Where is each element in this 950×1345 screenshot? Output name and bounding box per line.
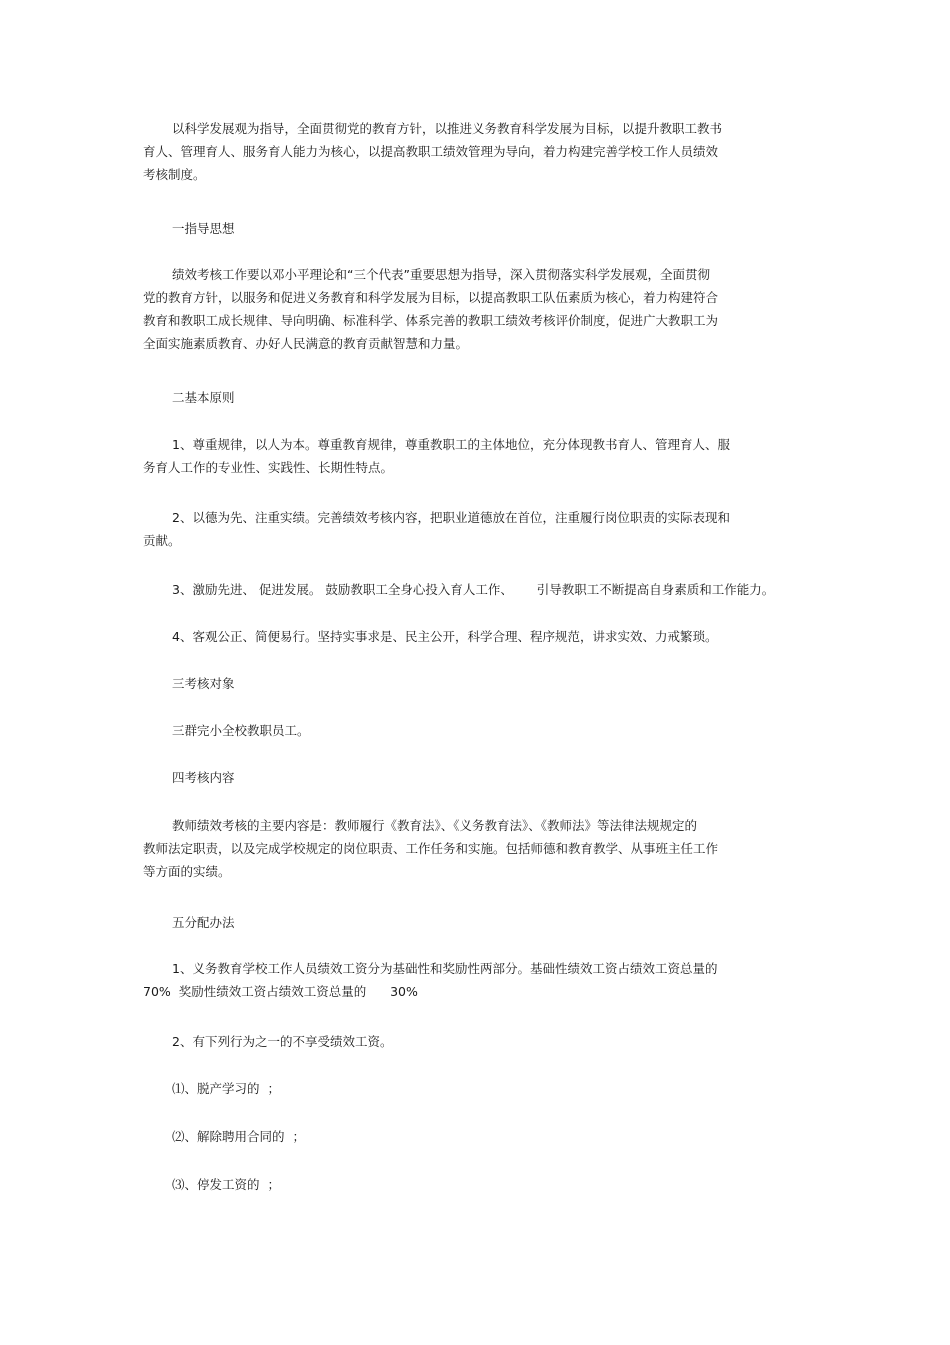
assessment-content-paragraph [143, 814, 793, 883]
text-line: ⑴、脱产学习的 ； [172, 1081, 280, 1096]
text-line: 贡献。 [143, 533, 181, 548]
section-heading-basic-principles [143, 386, 793, 409]
text-line: ⑵、解除聘用合同的 ； [172, 1129, 305, 1144]
text-line: 教师法定职责，以及完成学校规定的岗位职责、工作任务和实施。包括师德和教育教学、从事班主任工作 [143, 841, 719, 856]
list-item [143, 1173, 793, 1196]
text-line: 务育人工作的专业性、实践性、长期性特点。 [143, 460, 394, 475]
principle-1-paragraph [143, 433, 793, 479]
text-line: 1、尊重规律，以人为本。尊重教育规律，尊重教职工的主体地位，充分体现教书育人、管理育人、服 [172, 437, 730, 452]
heading-text: 二基本原则 [172, 390, 235, 405]
text-line: ⑶、停发工资的 ； [172, 1177, 280, 1192]
distribution-1-paragraph [143, 957, 793, 1003]
text-line: 全面实施素质教育、办好人民满意的教育贡献智慧和力量。 [143, 336, 469, 351]
heading-text: 四考核内容 [172, 770, 235, 785]
guiding-ideology-paragraph [143, 263, 793, 355]
text-line: 考核制度。 [143, 167, 206, 182]
text-line: 等方面的实绩。 [143, 864, 231, 879]
text-line: 党的教育方针，以服务和促进义务教育和科学发展为目标，以提高教职工队伍素质为核心，着力构建符合 [143, 290, 719, 305]
list-item [143, 1125, 793, 1148]
text-line: 三群完小全校教职员工。 [172, 723, 310, 738]
text-line: 绩效考核工作要以邓小平理论和“三个代表”重要思想为指导，深入贯彻落实科学发展观，全面贯彻 [172, 267, 710, 282]
text-line: 1、义务教育学校工作人员绩效工资分为基础性和奖励性两部分。基础性绩效工资占绩效工资总量的 [172, 961, 718, 976]
text-line: 教育和教职工成长规律、导向明确、标准科学、体系完善的教职工绩效考核评价制度，促进广大教职工为 [143, 313, 719, 328]
text-line: 70% 奖励性绩效工资占绩效工资总量的 30% [143, 984, 418, 999]
principle-3-paragraph [143, 578, 793, 601]
principle-4-paragraph [143, 625, 793, 648]
text-line: 2、以德为先、注重实绩。完善绩效考核内容，把职业道德放在首位，注重履行岗位职责的实际表现和 [172, 510, 730, 525]
section-heading-guiding-ideology [143, 217, 793, 240]
list-item [143, 1077, 793, 1100]
assessment-targets-paragraph [143, 719, 793, 742]
text-line: 3、激励先进、 促进发展。 鼓励教职工全身心投入育人工作、 引导教职工不断提高自身素质和工作能力。 [172, 582, 775, 597]
heading-text: 五分配办法 [172, 915, 235, 930]
text-line: 4、客观公正、简便易行。坚持实事求是、民主公开，科学合理、程序规范，讲求实效、力戒繁琐。 [172, 629, 718, 644]
text-line: 教师绩效考核的主要内容是：教师履行《教育法》、《义务教育法》、《教师法》等法律法规规定的 [172, 818, 698, 833]
principle-2-paragraph [143, 506, 793, 552]
text-line: 育人、管理育人、服务育人能力为核心，以提高教职工绩效管理为导向，着力构建完善学校工作人员绩效 [143, 144, 719, 159]
section-heading-assessment-content [143, 766, 793, 789]
section-heading-assessment-targets [143, 672, 793, 695]
intro-paragraph [143, 117, 793, 186]
text-line: 2、有下列行为之一的不享受绩效工资。 [172, 1034, 393, 1049]
section-heading-distribution-method [143, 911, 793, 934]
distribution-2-paragraph [143, 1030, 793, 1053]
heading-text: 三考核对象 [172, 676, 235, 691]
heading-text: 一指导思想 [172, 221, 235, 236]
text-line: 以科学发展观为指导，全面贯彻党的教育方针，以推进义务教育科学发展为目标，以提升教职工教书 [172, 121, 723, 136]
